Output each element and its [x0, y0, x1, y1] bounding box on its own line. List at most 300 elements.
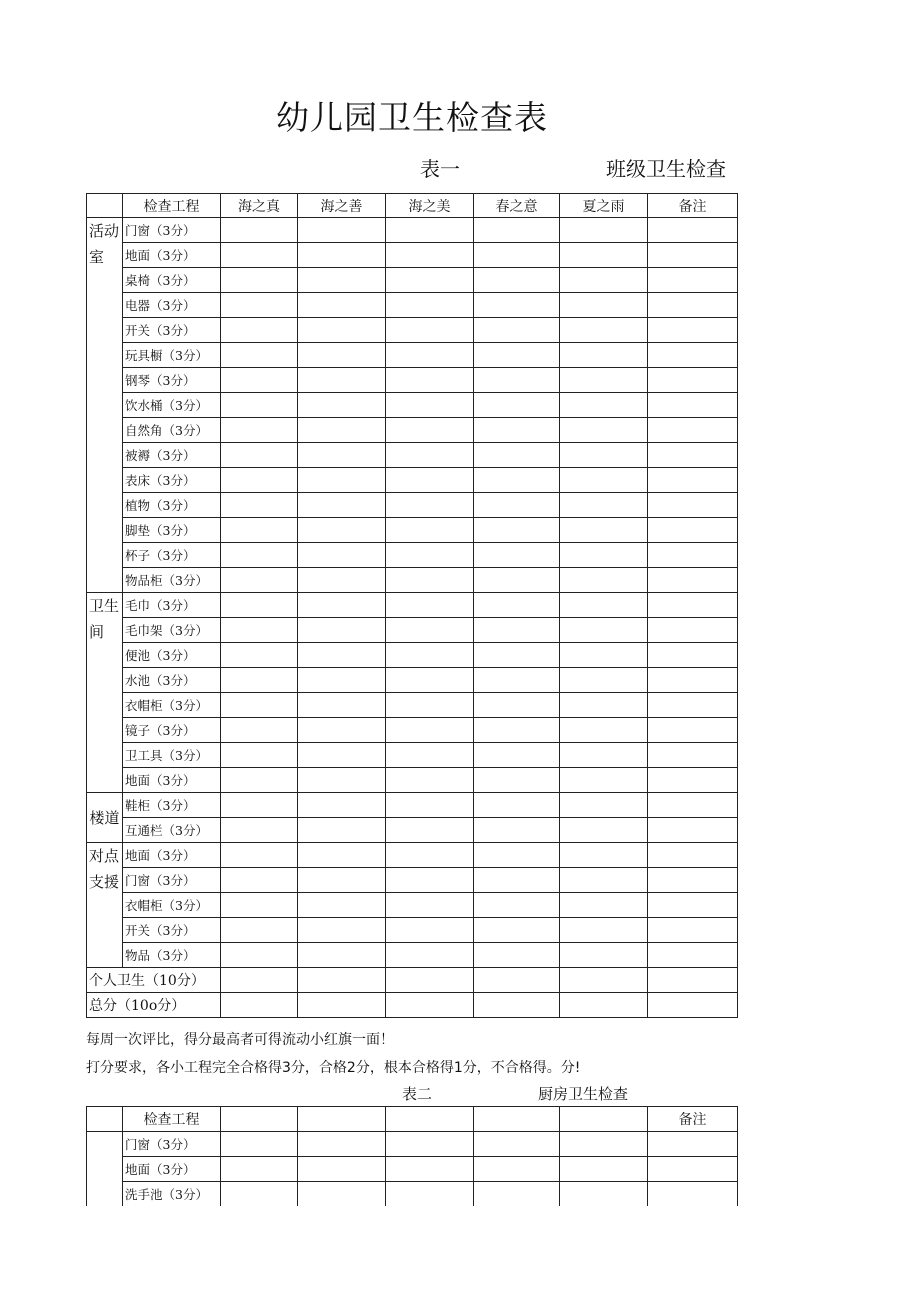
score-cell[interactable]: [560, 318, 648, 343]
score-cell[interactable]: [474, 1157, 560, 1182]
score-cell[interactable]: [386, 368, 474, 393]
score-cell[interactable]: [298, 393, 386, 418]
table-row: [87, 194, 738, 218]
score-cell[interactable]: [648, 743, 738, 768]
score-cell[interactable]: [648, 518, 738, 543]
item-label: 镜子（3分）: [123, 718, 221, 743]
score-cell[interactable]: [474, 543, 560, 568]
item-label: 电器（3分）: [123, 293, 221, 318]
item-label: 饮水桶（3分）: [123, 393, 221, 418]
column-header: 海之善: [298, 194, 386, 218]
table-row: [87, 518, 738, 543]
score-cell[interactable]: [221, 818, 298, 843]
score-cell[interactable]: [648, 668, 738, 693]
column-header: 春之意: [474, 194, 560, 218]
score-cell[interactable]: [648, 1132, 738, 1157]
table-row: [87, 1132, 738, 1157]
column-header: [386, 1107, 474, 1132]
header-corner-cell: [87, 194, 123, 218]
table2-name: 厨房卫生检查: [538, 1085, 629, 1103]
score-cell[interactable]: [298, 243, 386, 268]
score-cell[interactable]: [560, 643, 648, 668]
score-cell[interactable]: [386, 468, 474, 493]
score-cell[interactable]: [474, 343, 560, 368]
score-cell[interactable]: [298, 418, 386, 443]
score-cell[interactable]: [386, 418, 474, 443]
item-label: 开关（3分）: [123, 318, 221, 343]
score-cell[interactable]: [386, 493, 474, 518]
score-cell[interactable]: [560, 543, 648, 568]
item-label: 自然角（3分）: [123, 418, 221, 443]
score-cell[interactable]: [474, 418, 560, 443]
score-cell[interactable]: [221, 418, 298, 443]
score-cell[interactable]: [648, 568, 738, 593]
table-row: [87, 818, 738, 843]
table-row: [87, 718, 738, 743]
score-cell[interactable]: [560, 393, 648, 418]
score-cell[interactable]: [648, 1182, 738, 1207]
column-header: 夏之雨: [560, 194, 648, 218]
item-label: 物品（3分）: [123, 943, 221, 968]
score-cell[interactable]: [560, 893, 648, 918]
score-cell[interactable]: [221, 293, 298, 318]
score-cell[interactable]: [298, 693, 386, 718]
score-cell[interactable]: [474, 743, 560, 768]
score-cell[interactable]: [474, 518, 560, 543]
table-row: [87, 968, 738, 993]
score-cell[interactable]: [474, 993, 560, 1018]
score-cell[interactable]: [648, 418, 738, 443]
score-cell[interactable]: [386, 868, 474, 893]
score-cell[interactable]: [386, 943, 474, 968]
score-cell[interactable]: [648, 893, 738, 918]
score-cell[interactable]: [560, 268, 648, 293]
item-label: 毛巾架（3分）: [123, 618, 221, 643]
score-cell[interactable]: [474, 668, 560, 693]
score-cell[interactable]: [298, 793, 386, 818]
score-cell[interactable]: [648, 318, 738, 343]
score-cell[interactable]: [298, 643, 386, 668]
table-row: [87, 768, 738, 793]
score-cell[interactable]: [221, 543, 298, 568]
score-cell[interactable]: [560, 768, 648, 793]
score-cell[interactable]: [221, 393, 298, 418]
score-cell[interactable]: [560, 693, 648, 718]
score-cell[interactable]: [560, 718, 648, 743]
table-row: [87, 568, 738, 593]
score-cell[interactable]: [474, 693, 560, 718]
score-cell[interactable]: [221, 643, 298, 668]
score-cell[interactable]: [474, 618, 560, 643]
score-cell[interactable]: [298, 368, 386, 393]
score-cell[interactable]: [221, 1157, 298, 1182]
table-row: [87, 393, 738, 418]
score-cell[interactable]: [298, 293, 386, 318]
score-cell[interactable]: [386, 543, 474, 568]
score-cell[interactable]: [474, 468, 560, 493]
score-cell[interactable]: [298, 1182, 386, 1207]
score-cell[interactable]: [386, 718, 474, 743]
column-header: [221, 1107, 298, 1132]
score-cell[interactable]: [221, 993, 298, 1018]
score-cell[interactable]: [298, 543, 386, 568]
score-cell[interactable]: [298, 818, 386, 843]
score-cell[interactable]: [648, 543, 738, 568]
score-cell[interactable]: [474, 1182, 560, 1207]
table-row: [87, 343, 738, 368]
score-cell[interactable]: [298, 493, 386, 518]
score-cell[interactable]: [221, 768, 298, 793]
score-cell[interactable]: [386, 443, 474, 468]
score-cell[interactable]: [474, 718, 560, 743]
score-cell[interactable]: [386, 918, 474, 943]
score-cell[interactable]: [221, 218, 298, 243]
score-cell[interactable]: [560, 618, 648, 643]
score-cell[interactable]: [221, 568, 298, 593]
score-cell[interactable]: [386, 343, 474, 368]
note-weekly-award: 每周一次评比，得分最高者可得流动小红旗一面！: [86, 1032, 394, 1048]
score-cell[interactable]: [474, 918, 560, 943]
score-cell[interactable]: [386, 568, 474, 593]
score-cell[interactable]: [560, 668, 648, 693]
score-cell[interactable]: [560, 1182, 648, 1207]
score-cell[interactable]: [648, 293, 738, 318]
score-cell[interactable]: [648, 793, 738, 818]
score-cell[interactable]: [648, 593, 738, 618]
score-cell[interactable]: [298, 918, 386, 943]
column-header: 海之真: [221, 194, 298, 218]
table-row: [87, 693, 738, 718]
score-cell[interactable]: [560, 843, 648, 868]
score-cell[interactable]: [648, 943, 738, 968]
item-label: 门窗（3分）: [123, 218, 221, 243]
category-bathroom: 卫生间: [87, 593, 123, 793]
score-cell[interactable]: [386, 1132, 474, 1157]
score-cell[interactable]: [221, 443, 298, 468]
score-cell[interactable]: [298, 618, 386, 643]
item-label: 植物（3分）: [123, 493, 221, 518]
score-cell[interactable]: [474, 943, 560, 968]
item-label: 桌椅（3分）: [123, 268, 221, 293]
score-cell[interactable]: [474, 443, 560, 468]
score-cell[interactable]: [221, 618, 298, 643]
score-cell[interactable]: [221, 918, 298, 943]
item-label: 门窗（3分）: [123, 868, 221, 893]
score-cell[interactable]: [221, 718, 298, 743]
table-row: [87, 468, 738, 493]
score-cell[interactable]: [648, 1157, 738, 1182]
score-cell[interactable]: [221, 518, 298, 543]
item-label: 鞋柜（3分）: [123, 793, 221, 818]
score-cell[interactable]: [221, 343, 298, 368]
table-row: [87, 618, 738, 643]
score-cell[interactable]: [648, 393, 738, 418]
score-cell[interactable]: [474, 568, 560, 593]
score-cell[interactable]: [221, 693, 298, 718]
score-cell[interactable]: [474, 268, 560, 293]
category-support: 对点支援: [87, 843, 123, 968]
score-cell[interactable]: [648, 843, 738, 868]
score-cell[interactable]: [648, 268, 738, 293]
score-cell[interactable]: [298, 718, 386, 743]
score-cell[interactable]: [560, 968, 648, 993]
score-cell[interactable]: [386, 668, 474, 693]
score-cell[interactable]: [560, 993, 648, 1018]
score-cell[interactable]: [648, 243, 738, 268]
score-cell[interactable]: [560, 293, 648, 318]
column-header: 检查工程: [123, 1107, 221, 1132]
score-cell[interactable]: [648, 818, 738, 843]
score-cell[interactable]: [648, 693, 738, 718]
score-cell[interactable]: [474, 493, 560, 518]
table2-label: 表二: [402, 1085, 433, 1103]
table-row: [87, 293, 738, 318]
score-cell[interactable]: [298, 993, 386, 1018]
score-cell[interactable]: [560, 343, 648, 368]
score-cell[interactable]: [648, 468, 738, 493]
document-title: 幼儿园卫生检查表: [276, 98, 548, 137]
score-cell[interactable]: [298, 318, 386, 343]
table-row: [87, 1157, 738, 1182]
score-cell[interactable]: [221, 368, 298, 393]
score-cell[interactable]: [474, 643, 560, 668]
kitchen-hygiene-table: [86, 1106, 738, 1207]
score-cell[interactable]: [386, 518, 474, 543]
item-label: 表床（3分）: [123, 468, 221, 493]
score-cell[interactable]: [474, 868, 560, 893]
table-row: [87, 643, 738, 668]
score-cell[interactable]: [474, 218, 560, 243]
item-label: 地面（3分）: [123, 768, 221, 793]
column-header: [560, 1107, 648, 1132]
score-cell[interactable]: [386, 1157, 474, 1182]
score-cell[interactable]: [221, 493, 298, 518]
score-cell[interactable]: [298, 768, 386, 793]
score-cell[interactable]: [386, 318, 474, 343]
score-cell[interactable]: [474, 793, 560, 818]
score-cell[interactable]: [474, 593, 560, 618]
item-label: 被褥（3分）: [123, 443, 221, 468]
item-label: 卫工具（3分）: [123, 743, 221, 768]
score-cell[interactable]: [560, 468, 648, 493]
note-scoring-rules: 打分要求，各小工程完全合格得3分，合格2分，根本合格得1分，不合格得。分!: [86, 1060, 581, 1076]
score-cell[interactable]: [221, 893, 298, 918]
score-cell[interactable]: [648, 618, 738, 643]
page-bottom-margin: [0, 1206, 920, 1301]
item-label: 地面（3分）: [123, 243, 221, 268]
score-cell[interactable]: [386, 593, 474, 618]
score-cell[interactable]: [221, 943, 298, 968]
score-cell[interactable]: [298, 1132, 386, 1157]
score-cell[interactable]: [298, 668, 386, 693]
score-cell[interactable]: [560, 793, 648, 818]
score-cell[interactable]: [648, 993, 738, 1018]
score-cell[interactable]: [221, 468, 298, 493]
score-cell[interactable]: [648, 968, 738, 993]
score-cell[interactable]: [474, 368, 560, 393]
class-hygiene-table: [86, 193, 738, 1018]
score-cell[interactable]: [386, 793, 474, 818]
score-cell[interactable]: [221, 1182, 298, 1207]
table-row: [87, 1182, 738, 1207]
total-score-label: 总分（10o分）: [87, 993, 221, 1018]
score-cell[interactable]: [298, 943, 386, 968]
score-cell[interactable]: [221, 868, 298, 893]
item-label: 门窗（3分）: [123, 1132, 221, 1157]
table-row: [87, 843, 738, 868]
score-cell[interactable]: [298, 593, 386, 618]
table-row: [87, 543, 738, 568]
score-cell[interactable]: [648, 443, 738, 468]
item-label: 开关（3分）: [123, 918, 221, 943]
score-cell[interactable]: [560, 368, 648, 393]
table1-label: 表一: [420, 157, 460, 181]
score-cell[interactable]: [474, 293, 560, 318]
score-cell[interactable]: [474, 393, 560, 418]
score-cell[interactable]: [386, 843, 474, 868]
score-cell[interactable]: [298, 743, 386, 768]
score-cell[interactable]: [560, 1132, 648, 1157]
score-cell[interactable]: [386, 993, 474, 1018]
table-row: [87, 918, 738, 943]
category-stairs: 楼道: [87, 793, 123, 843]
table-row: [87, 443, 738, 468]
item-label: 衣帽柜（3分）: [123, 693, 221, 718]
score-cell[interactable]: [221, 243, 298, 268]
table-row: [87, 243, 738, 268]
score-cell[interactable]: [386, 893, 474, 918]
column-header: 备注: [648, 1107, 738, 1132]
score-cell[interactable]: [474, 818, 560, 843]
score-cell[interactable]: [560, 493, 648, 518]
category-activity-room: 活动室: [87, 218, 123, 593]
score-cell[interactable]: [474, 1132, 560, 1157]
score-cell[interactable]: [298, 268, 386, 293]
table-row: [87, 943, 738, 968]
score-cell[interactable]: [560, 1157, 648, 1182]
score-cell[interactable]: [560, 918, 648, 943]
score-cell[interactable]: [474, 318, 560, 343]
score-cell[interactable]: [298, 343, 386, 368]
score-cell[interactable]: [474, 243, 560, 268]
score-cell[interactable]: [298, 968, 386, 993]
score-cell[interactable]: [298, 893, 386, 918]
score-cell[interactable]: [221, 743, 298, 768]
category-cell: [87, 1132, 123, 1207]
score-cell[interactable]: [560, 418, 648, 443]
score-cell[interactable]: [560, 743, 648, 768]
score-cell[interactable]: [221, 668, 298, 693]
header-corner-cell: [87, 1107, 123, 1132]
column-header: [474, 1107, 560, 1132]
table-row: [87, 318, 738, 343]
score-cell[interactable]: [648, 868, 738, 893]
score-cell[interactable]: [648, 643, 738, 668]
table-row: [87, 793, 738, 818]
table-row: [87, 893, 738, 918]
score-cell[interactable]: [560, 818, 648, 843]
table1-name: 班级卫生检查: [606, 157, 726, 181]
score-cell[interactable]: [298, 868, 386, 893]
score-cell[interactable]: [298, 218, 386, 243]
score-cell[interactable]: [298, 1157, 386, 1182]
score-cell[interactable]: [386, 1182, 474, 1207]
table-row: [87, 268, 738, 293]
score-cell[interactable]: [474, 968, 560, 993]
score-cell[interactable]: [221, 1132, 298, 1157]
score-cell[interactable]: [386, 393, 474, 418]
score-cell[interactable]: [474, 893, 560, 918]
score-cell[interactable]: [386, 618, 474, 643]
score-cell[interactable]: [474, 843, 560, 868]
score-cell[interactable]: [474, 768, 560, 793]
table-row: [87, 868, 738, 893]
score-cell[interactable]: [560, 568, 648, 593]
score-cell[interactable]: [560, 593, 648, 618]
table-row: [87, 668, 738, 693]
score-cell[interactable]: [221, 318, 298, 343]
column-header: 备注: [648, 194, 738, 218]
score-cell[interactable]: [560, 218, 648, 243]
score-cell[interactable]: [221, 793, 298, 818]
item-label: 洗手池（3分）: [123, 1182, 221, 1207]
table-row: [87, 1107, 738, 1132]
score-cell[interactable]: [386, 293, 474, 318]
score-cell[interactable]: [560, 943, 648, 968]
score-cell[interactable]: [386, 818, 474, 843]
score-cell[interactable]: [386, 743, 474, 768]
column-header: 海之美: [386, 194, 474, 218]
table-row: [87, 218, 738, 243]
score-cell[interactable]: [648, 768, 738, 793]
score-cell[interactable]: [221, 968, 298, 993]
score-cell[interactable]: [648, 343, 738, 368]
item-label: 物品柜（3分）: [123, 568, 221, 593]
score-cell[interactable]: [221, 593, 298, 618]
score-cell[interactable]: [386, 968, 474, 993]
score-cell[interactable]: [560, 868, 648, 893]
score-cell[interactable]: [221, 843, 298, 868]
score-cell[interactable]: [298, 518, 386, 543]
score-cell[interactable]: [386, 643, 474, 668]
score-cell[interactable]: [648, 368, 738, 393]
item-label: 水池（3分）: [123, 668, 221, 693]
score-cell[interactable]: [386, 693, 474, 718]
score-cell[interactable]: [560, 443, 648, 468]
score-cell[interactable]: [648, 218, 738, 243]
score-cell[interactable]: [386, 268, 474, 293]
table-row: [87, 593, 738, 618]
score-cell[interactable]: [560, 243, 648, 268]
item-label: 钢琴（3分）: [123, 368, 221, 393]
item-label: 衣帽柜（3分）: [123, 893, 221, 918]
score-cell[interactable]: [648, 493, 738, 518]
score-cell[interactable]: [386, 243, 474, 268]
score-cell[interactable]: [386, 768, 474, 793]
score-cell[interactable]: [298, 568, 386, 593]
score-cell[interactable]: [560, 518, 648, 543]
score-cell[interactable]: [298, 443, 386, 468]
score-cell[interactable]: [221, 268, 298, 293]
score-cell[interactable]: [648, 718, 738, 743]
score-cell[interactable]: [298, 843, 386, 868]
score-cell[interactable]: [648, 918, 738, 943]
item-label: 毛巾（3分）: [123, 593, 221, 618]
item-label: 便池（3分）: [123, 643, 221, 668]
score-cell[interactable]: [298, 468, 386, 493]
score-cell[interactable]: [386, 218, 474, 243]
personal-hygiene-label: 个人卫生（10分）: [87, 968, 221, 993]
